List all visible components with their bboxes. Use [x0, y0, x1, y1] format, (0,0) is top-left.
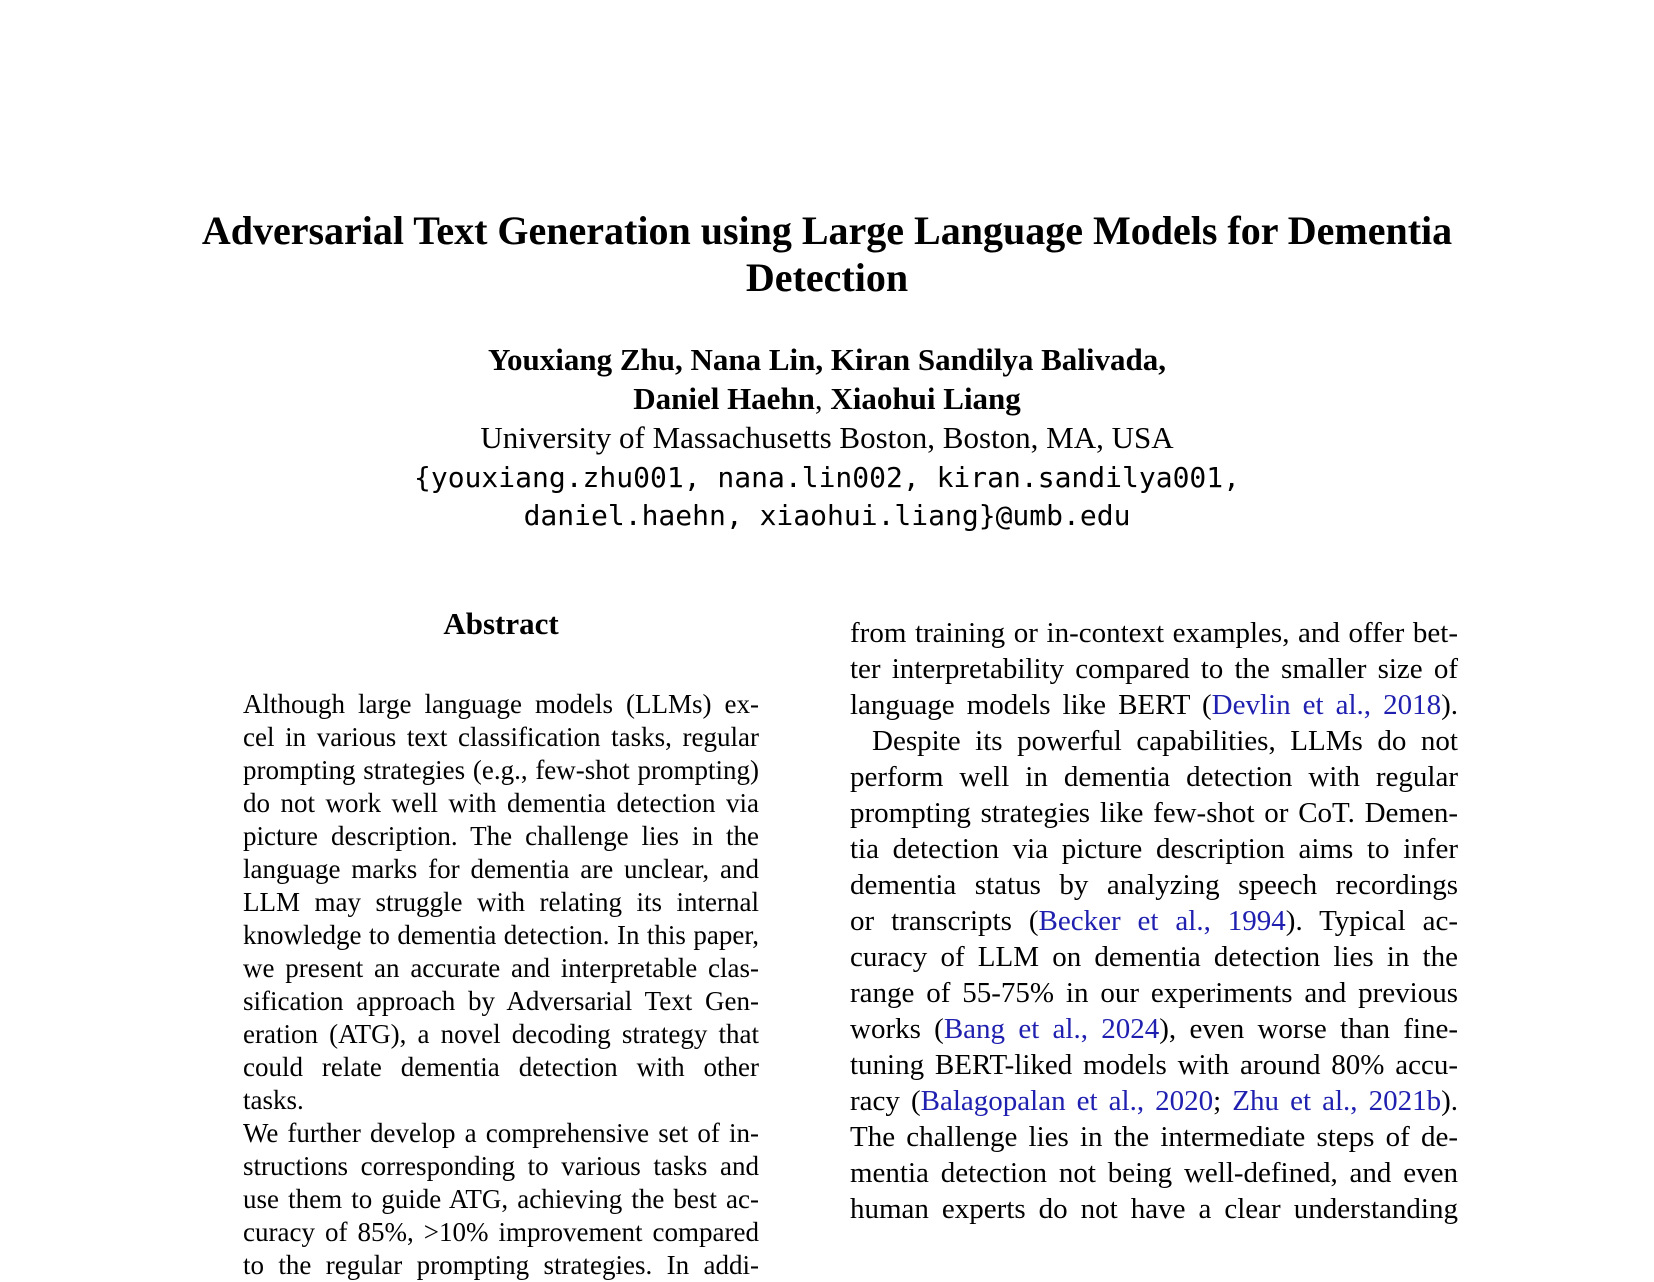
text-segment: The challenge lies in the intermediate steps of de- — [850, 1121, 1458, 1153]
body-text-line — [850, 939, 1458, 975]
abstract-line — [243, 1117, 759, 1150]
text-segment: to the regular prompting strategies. In addi- — [243, 1250, 759, 1280]
author-separator: , — [814, 381, 831, 416]
text-segment: could relate dementia detection with other tasks. — [243, 1052, 759, 1115]
authors-line1: Youxiang Zhu, Nana Lin, Kiran Sandilya Balivada, — [488, 342, 1166, 377]
abstract-line — [243, 853, 759, 886]
body-text-line — [850, 687, 1458, 723]
author-name: Xiaohui Liang — [830, 381, 1021, 416]
citation-link[interactable]: Zhu et al., 2021b — [1232, 1085, 1442, 1117]
body-text-line — [850, 615, 1458, 651]
text-segment: ; — [1213, 1085, 1233, 1117]
abstract-line — [243, 952, 759, 985]
abstract-line — [243, 919, 759, 952]
affiliation: University of Massachusetts Boston, Boston, MA, USA — [480, 420, 1174, 455]
body-text-line — [850, 1011, 1458, 1047]
body-text-line — [850, 1119, 1458, 1155]
citation-link[interactable]: Devlin et al., 2018 — [1211, 689, 1442, 721]
text-segment: ), even worse than fine- — [1159, 1013, 1458, 1045]
body-text-line — [850, 975, 1458, 1011]
text-segment: eration (ATG), a novel decoding strategy that — [243, 1019, 759, 1049]
abstract-line — [243, 1018, 759, 1051]
body-text-line — [850, 759, 1458, 795]
text-segment: ). — [1441, 1085, 1459, 1117]
text-segment: ter interpretability compared to the smaller size of — [850, 653, 1458, 685]
paper-title — [0, 207, 1654, 301]
text-segment: ). Typical ac- — [1285, 905, 1458, 937]
text-segment: perform well in dementia detection with regular — [850, 761, 1458, 793]
text-segment: use them to guide ATG, achieving the best ac- — [243, 1184, 759, 1214]
text-segment: knowledge to dementia detection. In this paper, — [243, 920, 759, 950]
citation-link[interactable]: Becker et al., 1994 — [1038, 905, 1286, 937]
text-segment: human experts do not have a clear understanding — [850, 1193, 1458, 1225]
text-segment: mentia detection not being well-defined, and even — [850, 1157, 1458, 1189]
text-segment: Despite its powerful capabilities, LLMs do not — [872, 725, 1458, 757]
text-segment: picture description. The challenge lies in the — [243, 821, 759, 851]
body-text-line — [850, 795, 1458, 831]
abstract-line — [243, 1150, 759, 1183]
text-segment: racy ( — [850, 1085, 921, 1117]
text-segment: or transcripts ( — [850, 905, 1039, 937]
abstract-line — [243, 787, 759, 820]
body-text-line — [850, 651, 1458, 687]
abstract-line — [243, 886, 759, 919]
text-segment: prompting strategies like few-shot or CoT. Demen- — [850, 797, 1458, 829]
body-text-line — [850, 867, 1458, 903]
text-segment: dementia status by analyzing speech recordings — [850, 869, 1458, 901]
body-text-line — [850, 1047, 1458, 1083]
body-text-line — [850, 1155, 1458, 1191]
text-segment: tuning BERT-liked models with around 80% accu- — [850, 1049, 1458, 1081]
text-segment: Although large language models (LLMs) ex- — [243, 689, 759, 719]
citation-link[interactable]: Bang et al., 2024 — [943, 1013, 1160, 1045]
citation-link[interactable]: Balagopalan et al., 2020 — [920, 1085, 1214, 1117]
text-segment: curacy of 85%, >10% improvement compared — [243, 1217, 759, 1247]
text-segment: curacy of LLM on dementia detection lies in the — [850, 941, 1458, 973]
text-segment: structions corresponding to various tasks and — [243, 1151, 759, 1181]
text-segment: language models like BERT ( — [850, 689, 1212, 721]
text-segment: tia detection via picture description aims to infer — [850, 833, 1458, 865]
text-segment: cel in various text classification tasks, regular — [243, 722, 759, 752]
body-text-line — [850, 1083, 1458, 1119]
abstract-line — [243, 754, 759, 787]
right-column — [850, 615, 1458, 1227]
abstract-line — [243, 688, 759, 721]
email-line2: daniel.haehn, xiaohui.liang}@umb.edu — [523, 499, 1131, 532]
left-column — [243, 605, 759, 1282]
abstract-line — [243, 985, 759, 1018]
text-segment: range of 55-75% in our experiments and previous — [850, 977, 1458, 1009]
abstract-line — [243, 1216, 759, 1249]
abstract-line — [243, 721, 759, 754]
text-segment: language marks for dementia are unclear, and — [243, 854, 759, 884]
abstract-line — [243, 1051, 759, 1117]
text-segment: sification approach by Adversarial Text Gen- — [243, 986, 759, 1016]
abstract-line — [243, 1183, 759, 1216]
text-segment: ). — [1441, 689, 1458, 721]
abstract-body — [243, 688, 759, 1282]
authors-line2 — [0, 381, 1654, 417]
body-text-line — [850, 723, 1458, 759]
body-text-line — [850, 831, 1458, 867]
text-segment: works ( — [850, 1013, 944, 1045]
author-name: Daniel Haehn — [633, 381, 815, 416]
text-segment: prompting strategies (e.g., few-shot prompting) — [243, 755, 759, 785]
body-text-line — [850, 1191, 1458, 1227]
paper-title-line1: Adversarial Text Generation using Large Language Models for Dementia — [201, 208, 1453, 253]
body-text-line — [850, 903, 1458, 939]
paper-title-line2: Detection — [745, 255, 909, 300]
text-segment: we present an accurate and interpretable clas- — [243, 953, 759, 983]
text-segment: from training or in-context examples, and offer bet- — [850, 617, 1458, 649]
abstract-heading: Abstract — [443, 606, 559, 641]
abstract-line — [243, 820, 759, 853]
abstract-line — [243, 1249, 759, 1282]
email-line1: {youxiang.zhu001, nana.lin002, kiran.sandilya001, — [413, 461, 1240, 494]
text-segment: do not work well with dementia detection via — [243, 788, 759, 818]
text-segment: We further develop a comprehensive set of in- — [243, 1118, 759, 1148]
text-segment: LLM may struggle with relating its internal — [243, 887, 759, 917]
